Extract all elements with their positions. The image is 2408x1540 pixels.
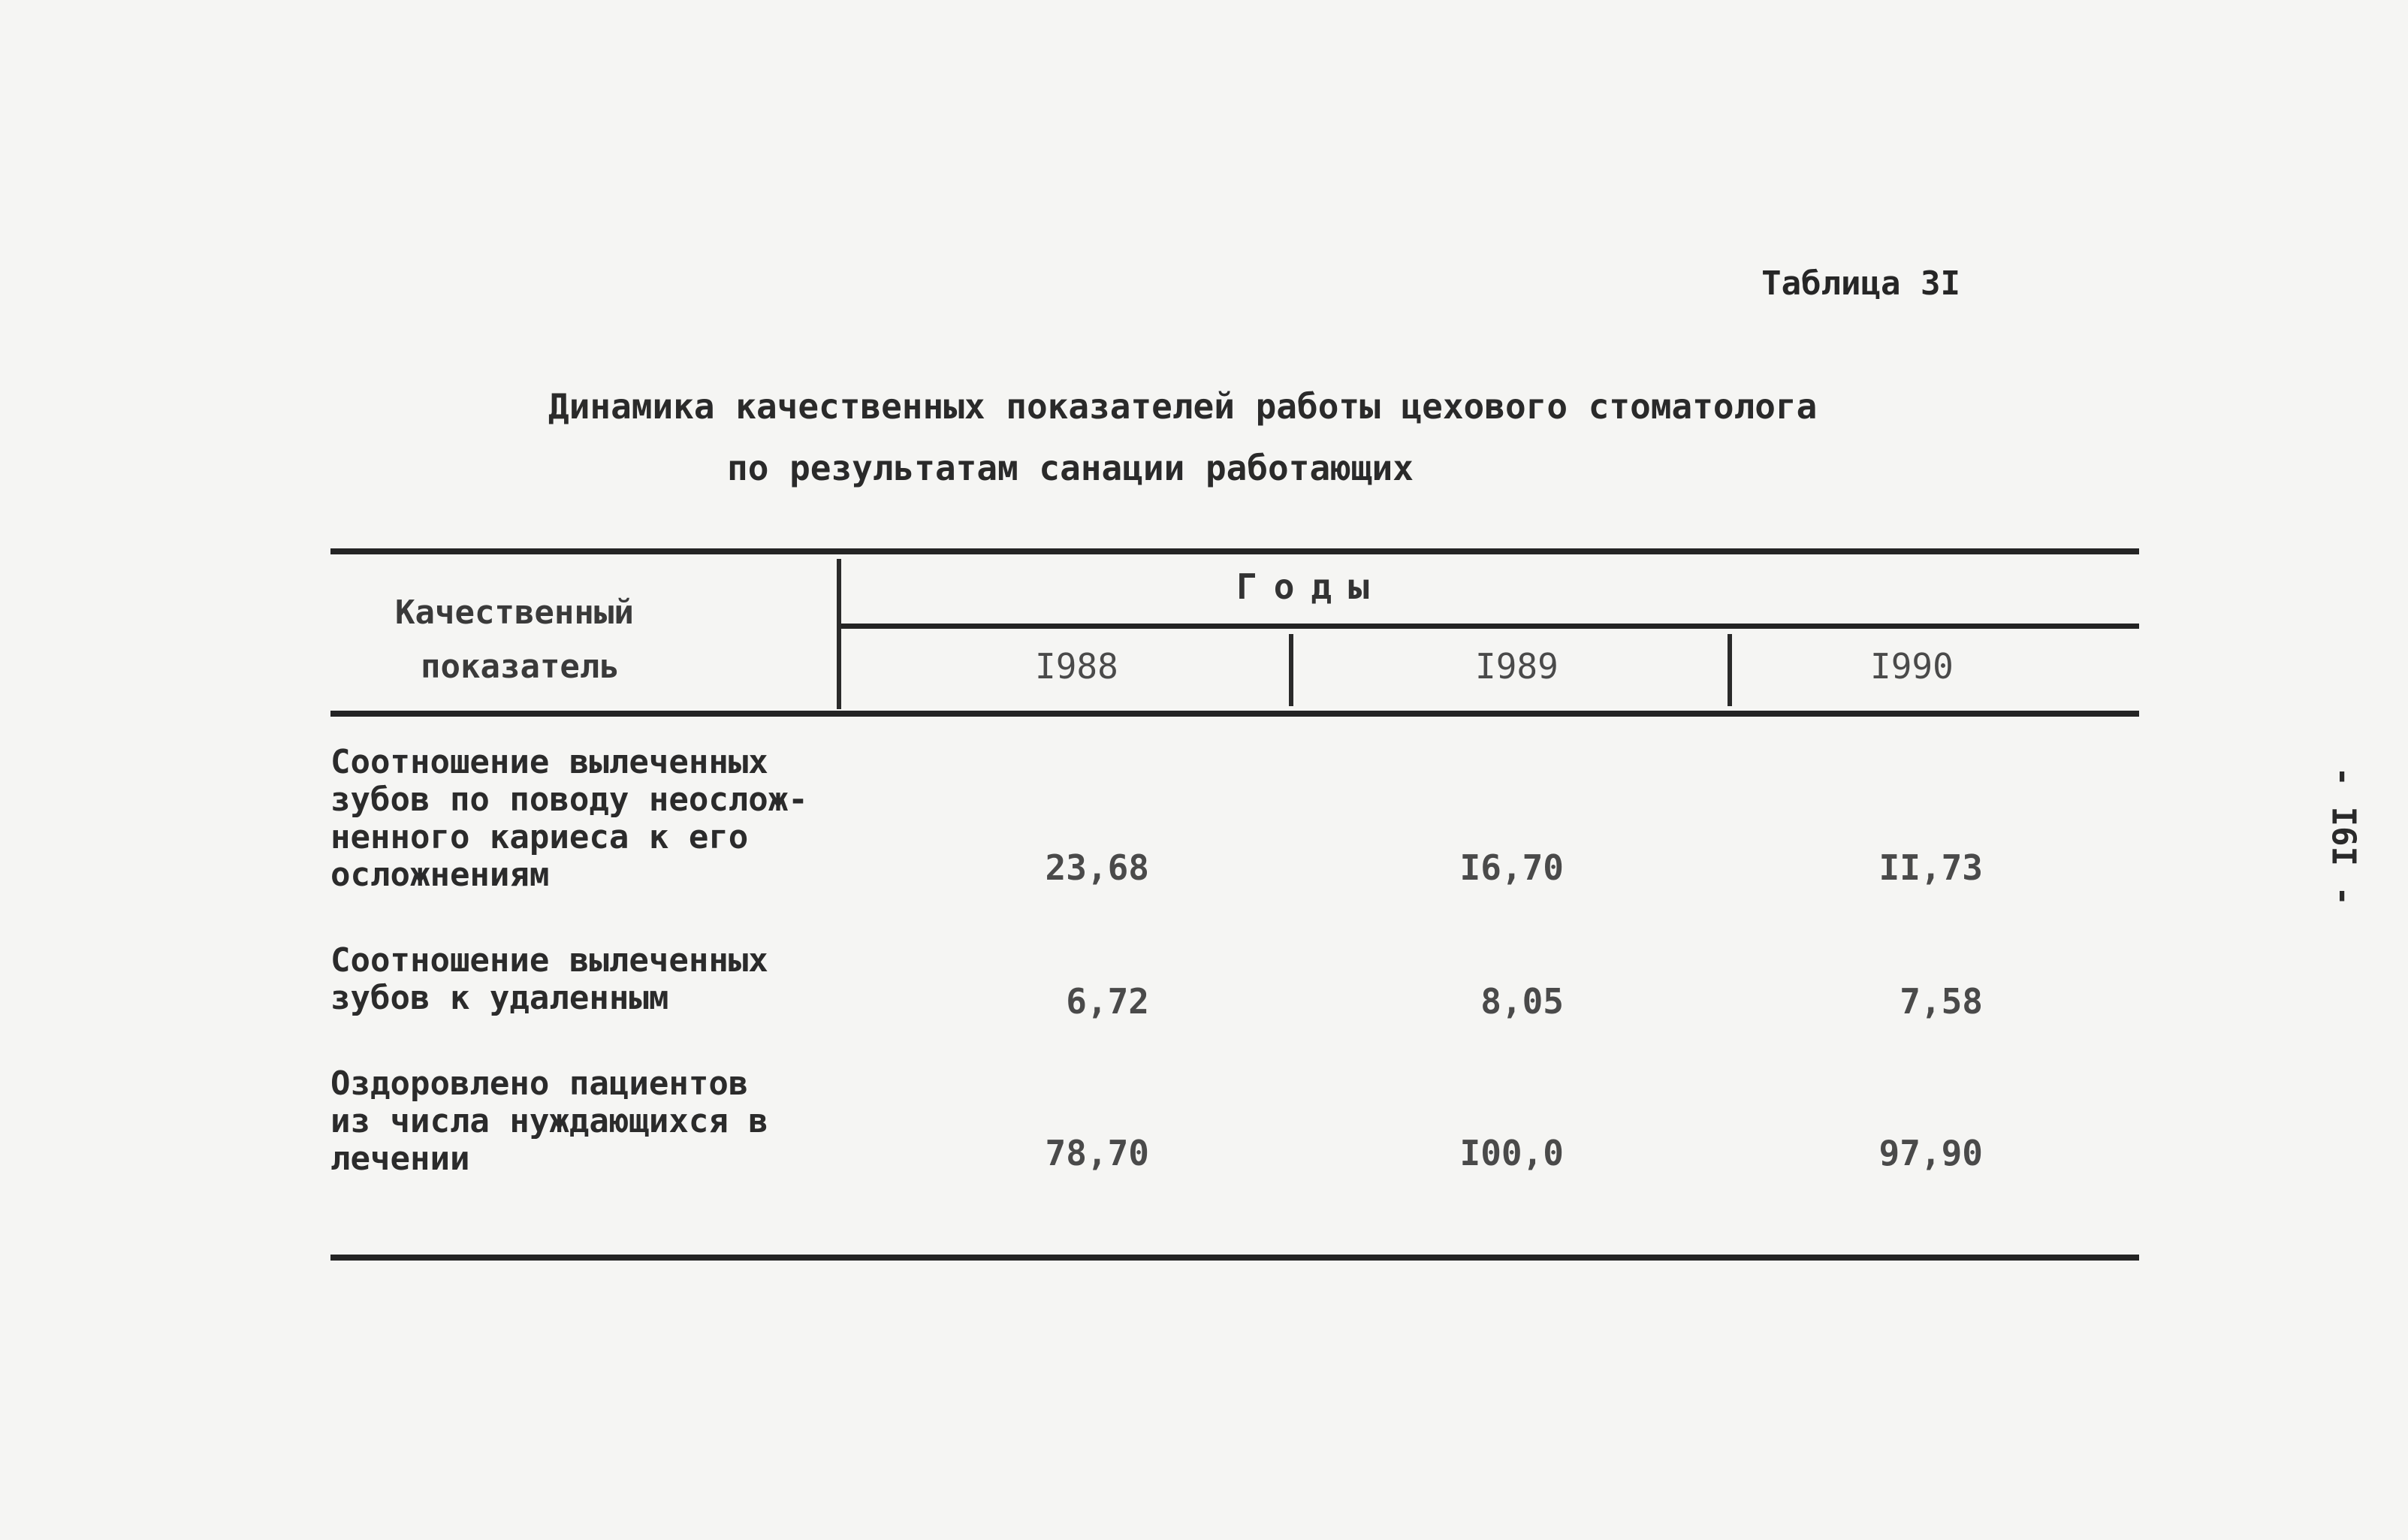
- row-1-value-1990: II,73: [1878, 847, 1983, 888]
- year-header-1988: I988: [1035, 646, 1118, 687]
- row-1-value-1989: I6,70: [1459, 847, 1564, 888]
- row-3-label: [330, 1065, 768, 1178]
- row-3-label-line: лечении: [330, 1140, 470, 1178]
- header-divider-year-1: [1289, 634, 1293, 706]
- indicator-header-line-1: Качественный: [395, 593, 634, 632]
- row-1-label: [330, 744, 808, 894]
- row-1-label-line: осложнениям: [330, 856, 550, 894]
- row-1-label-line: Соотношение вылеченных: [330, 743, 768, 781]
- row-2-value-1989: 8,05: [1480, 981, 1564, 1022]
- row-1-label-line: ненного кариеса к его: [330, 818, 749, 856]
- row-3-value-1988: 78,70: [1045, 1133, 1149, 1173]
- row-3-label-line: Оздоровлено пациентов: [330, 1064, 749, 1103]
- row-2-label-line: Соотношение вылеченных: [330, 941, 768, 980]
- row-2-label-line: зубов к удаленным: [330, 979, 669, 1017]
- years-header: Годы: [1236, 566, 1386, 607]
- header-bottom-rule: [330, 711, 2139, 717]
- row-3-label-line: из числа нуждающихся в: [330, 1102, 768, 1140]
- table-title-line-1: Динамика качественных показателей работы цехового стоматолога: [548, 386, 1818, 427]
- year-header-1990: I990: [1870, 646, 1954, 687]
- years-subheader-rule: [840, 624, 2139, 629]
- row-3-value-1989: I00,0: [1459, 1133, 1564, 1173]
- year-header-1989: I989: [1475, 646, 1559, 687]
- row-2-value-1988: 6,72: [1066, 981, 1149, 1022]
- row-2-value-1990: 7,58: [1900, 981, 1983, 1022]
- page-number: [2321, 751, 2366, 916]
- row-1-value-1988: 23,68: [1045, 847, 1149, 888]
- table-top-rule: [330, 548, 2139, 554]
- table-title-line-2: по результатам санации работающих: [727, 448, 1414, 488]
- row-3-value-1990: 97,90: [1878, 1133, 1983, 1173]
- indicator-header-line-2: показатель: [421, 648, 620, 686]
- page-number-text: - I6I -: [2324, 766, 2363, 906]
- header-divider-indicator: [837, 559, 841, 709]
- table-bottom-rule: [330, 1255, 2139, 1261]
- table-number: Таблица 3I: [1761, 264, 1960, 303]
- header-divider-year-2: [1728, 634, 1732, 706]
- row-2-label: [330, 942, 768, 1017]
- row-1-label-line: зубов по поводу неослож-: [330, 781, 808, 819]
